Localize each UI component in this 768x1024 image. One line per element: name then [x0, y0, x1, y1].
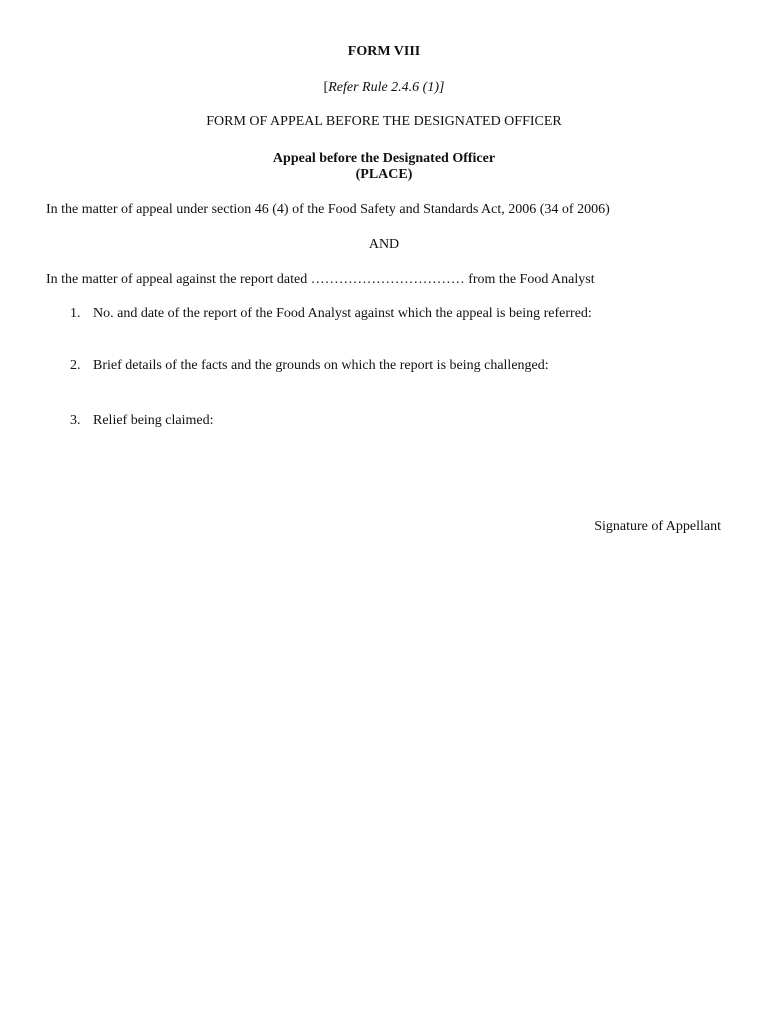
conjunction-and: AND: [368, 237, 400, 252]
list-item-number: 2.: [70, 358, 81, 373]
matter-section-text: In the matter of appeal under section 46 (4) of the Food Safety and Standards Act, 2006 (34 of 2006): [46, 202, 610, 217]
rule-reference-line: [0, 79, 768, 97]
rule-reference: Refer Rule 2.4.6 (1)]: [328, 80, 445, 95]
list-item-number: 3.: [70, 413, 81, 428]
form-sub-heading: Appeal before the Designated Officer: [272, 151, 496, 166]
list-item-text: Relief being claimed:: [93, 413, 214, 428]
matter-report-text: In the matter of appeal against the report dated …………………………… from the Food Analyst: [46, 272, 595, 287]
list-item-text: Brief details of the facts and the grounds on which the report is being challenged:: [93, 358, 549, 373]
list-item-text: No. and date of the report of the Food Analyst against which the appeal is being referred:: [93, 306, 592, 321]
list-item-number: 1.: [70, 306, 81, 321]
form-heading: FORM OF APPEAL BEFORE THE DESIGNATED OFFICER: [206, 114, 562, 129]
signature-label: Signature of Appellant: [594, 519, 721, 534]
rule-bracket: [: [323, 80, 329, 95]
place-placeholder: (PLACE): [355, 167, 413, 182]
form-title: FORM VIII: [347, 44, 421, 59]
